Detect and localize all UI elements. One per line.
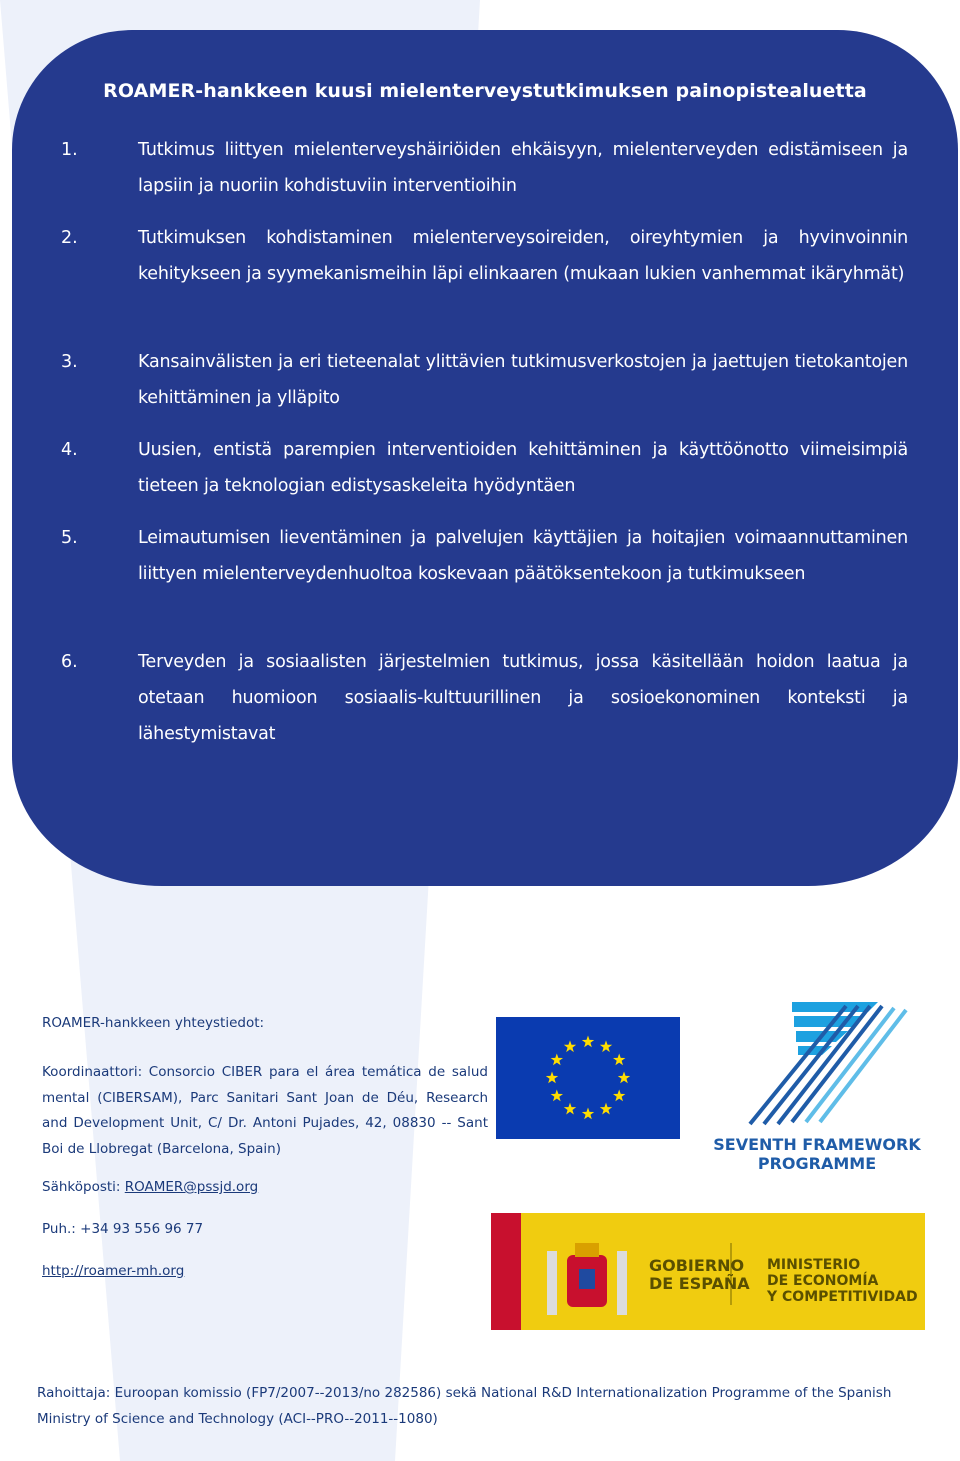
gov-line2: DE ESPAÑA	[649, 1274, 750, 1293]
email-label: Sähköposti:	[42, 1179, 125, 1195]
focus-item-number: 3.	[61, 352, 78, 372]
eu-flag-icon	[496, 1017, 680, 1139]
email-link[interactable]: ROAMER@pssjd.org	[124, 1179, 259, 1195]
focus-item-text: Terveyden ja sosiaalisten järjestelmien tutkimus, jossa käsitellään hoidon laatua ja otetaan huomioon sosiaalis-kulttuurillinen ja sosioekonominen konteksti ja lähestymistavat	[138, 652, 908, 744]
gov-line1: GOBIERNO	[649, 1256, 745, 1275]
contact-heading: ROAMER-hankkeen yhteystiedot:	[42, 1015, 265, 1031]
spain-government-logo	[491, 1213, 925, 1330]
email-line	[42, 1179, 258, 1195]
focus-item-number: 2.	[61, 228, 78, 248]
focus-item-text: Kansainvälisten ja eri tieteenalat ylittävien tutkimusverkostojen ja jaettujen tietokantojen kehittäminen ja ylläpito	[138, 352, 908, 408]
focus-item-text: Tutkimuksen kohdistaminen mielenterveysoireiden, oireyhtymien ja hyvinvoinnin kehitykseen ja syymekanismeihin läpi elinkaaren (mukaan lukien vanhemmat ikäryhmät)	[138, 228, 908, 284]
ministry-line2: DE ECONOMÍA	[767, 1273, 879, 1289]
focus-item-text: Uusien, entistä parempien interventioiden kehittäminen ja käyttöönotto viimeisimpiä tieteen ja teknologian edistysaskeleita hyödyntäen	[138, 440, 908, 496]
focus-item-number: 5.	[61, 528, 78, 548]
website-link[interactable]: http://roamer-mh.org	[42, 1263, 185, 1279]
funding-note: Rahoittaja: Euroopan komissio (FP7/2007--2013/no 282586) sekä National R&D Internationalization Programme of the Spanish Ministry of Science and Technology (ACI--PRO--2011--1080)	[37, 1385, 892, 1427]
fp7-line2: PROGRAMME	[757, 1154, 877, 1173]
panel-title: ROAMER-hankkeen kuusi mielenterveystutkimuksen painopistealuetta	[103, 80, 867, 102]
focus-item-number: 1.	[61, 140, 78, 160]
focus-item-text: Leimautumisen lieventäminen ja palvelujen käyttäjien ja hoitajien voimaannuttaminen liittyen mielenterveydenhuoltoa koskevaan päätöksentekoon ja tutkimukseen	[138, 528, 908, 584]
fp7-logo	[712, 1002, 922, 1174]
ministry-line1: MINISTERIO	[767, 1257, 861, 1273]
focus-item-number: 4.	[61, 440, 78, 460]
coordinator-info: Koordinaattori: Consorcio CIBER para el área temática de salud mental (CIBERSAM), Parc Sanitari Sant Joan de Déu, Research and Development Unit, C/ Dr. Antoni Pujades, 42, 08830 -- Sant Boi de Llobregat (Barcelona, Spain)	[42, 1064, 488, 1157]
phone-line: Puh.: +34 93 556 96 77	[42, 1221, 204, 1237]
fp7-line1: SEVENTH FRAMEWORK	[713, 1135, 921, 1154]
focus-item-text: Tutkimus liittyen mielenterveyshäiriöiden ehkäisyyn, mielenterveyden edistämiseen ja lapsiin ja nuoriin kohdistuviin interventioihin	[138, 140, 908, 196]
ministry-line3: Y COMPETITIVIDAD	[767, 1289, 918, 1305]
research-focus-panel	[12, 30, 958, 886]
focus-item-number: 6.	[61, 652, 78, 672]
